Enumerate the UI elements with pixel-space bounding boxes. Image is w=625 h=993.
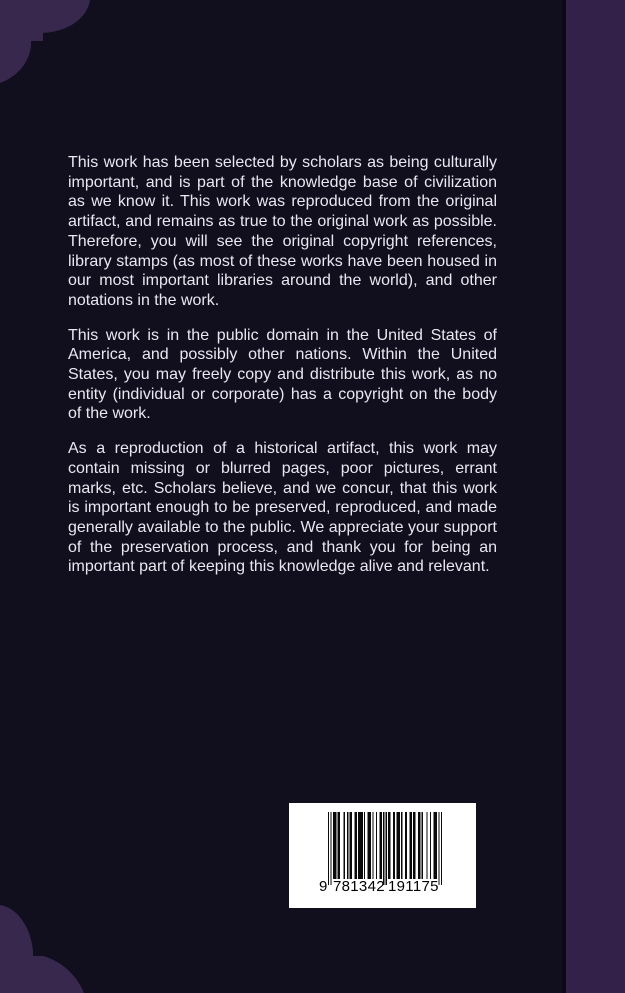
corner-ornament-bottom-left [0, 903, 85, 993]
corner-ornament-top-left [0, 0, 92, 85]
cover-text-block [68, 153, 497, 592]
barcode-digit-group-prefix: 9 [319, 878, 328, 895]
ean13-barcode-bars [328, 812, 443, 885]
cover-paragraph-selection-notice: This work has been selected by scholars as being culturally important, and is part of the knowledge base of civilization as we know it. This work was reproduced from the original artifact, and remains as true to the original work as possible. Therefore, you will see the original copyright references, library stamps (as most of these works have been housed in our most important libraries around the world), and other notations in the work. [68, 154, 497, 309]
barcode-digit-group-left: 781342 [333, 878, 385, 895]
book-spine [566, 0, 625, 993]
barcode-digit-group-right: 191175 [388, 878, 439, 895]
cover-paragraph-public-domain-notice: This work is in the public domain in the United States of America, and possibly other nations. Within the United States, you may freely copy and distribute this work, as no entity (individual or corporate) has a copyright on the body of the work. [68, 326, 497, 423]
barcode-panel [289, 803, 476, 908]
cover-paragraph-reproduction-notice: As a reproduction of a historical artifact, this work may contain missing or blurred pages, poor pictures, errant marks, etc. Scholars believe, and we concur, that this work is important enough to be preserved, reproduced, and made generally available to the public. We appreciate your support of the preservation process, and thank you for being an important part of keeping this knowledge alive and relevant. [68, 440, 497, 576]
